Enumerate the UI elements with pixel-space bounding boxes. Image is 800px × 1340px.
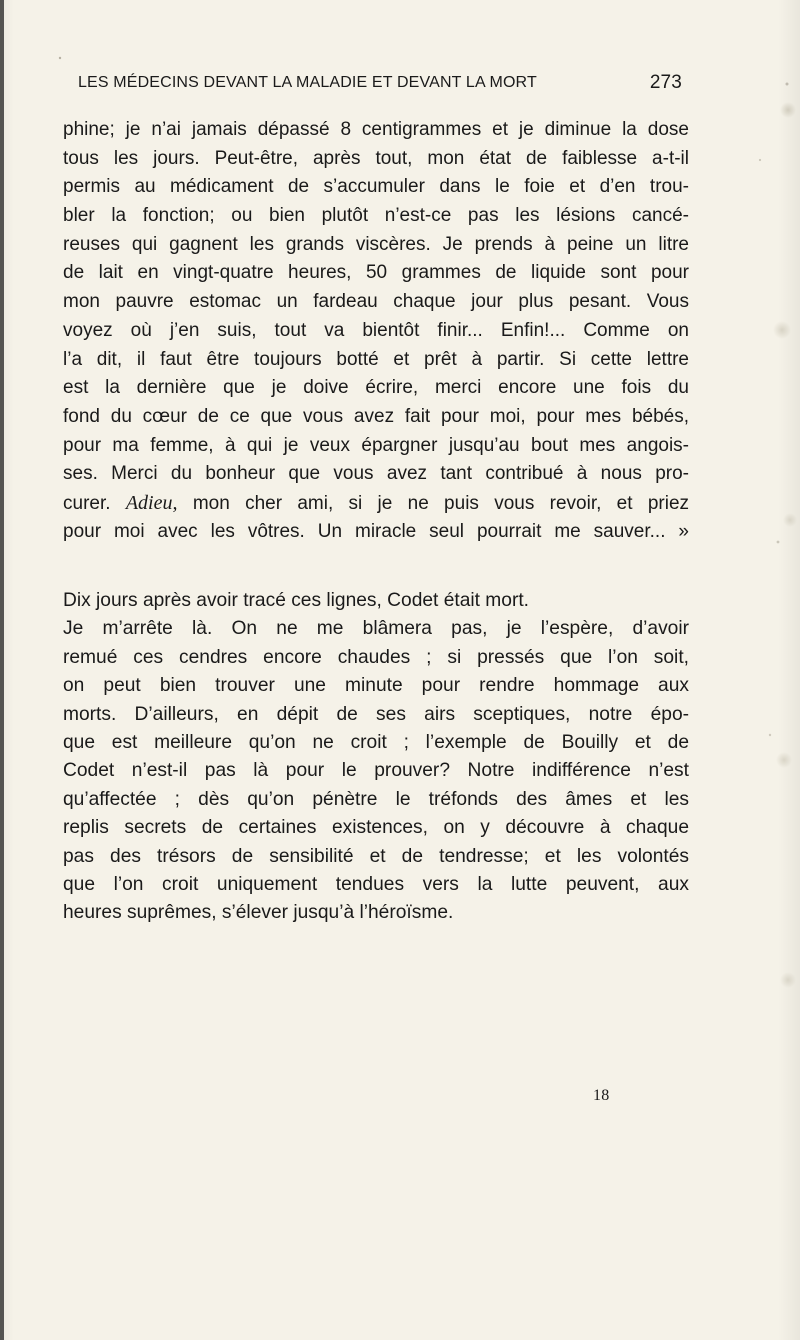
paper-stains: [770, 0, 800, 1340]
italic-word: Adieu,: [125, 491, 178, 514]
text-line: tous les jours. Peut-être, après tout, mon état de faiblesse a-t-il: [63, 147, 689, 169]
text-line: pas des trésors de sensibilité et de tendresse; et les volontés: [63, 845, 689, 867]
narrative-paragraph: [63, 587, 689, 928]
text-line: l’a dit, il faut être toujours botté et prêt à partir. Si cette lettre: [63, 348, 689, 370]
text-line: pour ma femme, à qui je veux épargner jusqu’au bout mes angois-: [63, 434, 689, 456]
text-line: que est meilleure qu’on ne croit ; l’exemple de Bouilly et de: [63, 731, 689, 753]
running-head: [78, 74, 682, 98]
text-line: voyez où j’en suis, tout va bientôt finir... Enfin!... Comme on: [63, 319, 689, 341]
speck: [769, 734, 771, 736]
text-line: qu’affectée ; dès qu’on pénètre le tréfonds des âmes et les: [63, 788, 689, 810]
text-line: fond du cœur de ce que vous avez fait pour moi, pour mes bébés,: [63, 405, 689, 427]
text-line: permis au médicament de s’accumuler dans le foie et d’en trou-: [63, 176, 689, 198]
text-line: Codet n’est-il pas là pour le prouver? Notre indifférence n’est: [63, 760, 689, 782]
text-line: bler la fonction; ou bien plutôt n’est-ce pas les lésions cancé-: [63, 205, 689, 227]
page-binding-edge: [0, 0, 4, 1340]
text-line: ses. Merci du bonheur que vous avez tant contribué à nous pro-: [63, 463, 689, 485]
letter-paragraph: [63, 116, 689, 546]
text-line: mon pauvre estomac un fardeau chaque jour plus pesant. Vous: [63, 291, 689, 313]
text-line: phine; je n’ai jamais dépassé 8 centigrammes et je diminue la dose: [63, 119, 689, 140]
text-line: pour moi avec les vôtres. Un miracle seul pourrait me sauver... »: [63, 520, 689, 542]
text-line: de lait en vingt-quatre heures, 50 grammes de liquide sont pour: [63, 262, 689, 284]
text-line-with-italic: [63, 489, 689, 518]
text-line: remué ces cendres encore chaudes ; si pressés que l’on soit,: [63, 646, 689, 668]
text-line: Je m’arrête là. On ne me blâmera pas, je l’espère, d’avoir: [63, 618, 689, 640]
speck: [759, 159, 761, 161]
signature-mark: 18: [593, 1087, 610, 1104]
text-line: morts. D’ailleurs, en dépit de ses airs sceptiques, notre épo-: [63, 703, 689, 725]
text-line: est la dernière que je doive écrire, merci encore une fois du: [63, 377, 689, 399]
running-title: LES MÉDECINS DEVANT LA MALADIE ET DEVANT LA MORT: [78, 74, 537, 91]
page-number: 273: [649, 72, 682, 93]
text-line: que l’on croit uniquement tendues vers la lutte peuvent, aux: [63, 873, 689, 895]
text-line: Dix jours après avoir tracé ces lignes, Codet était mort.: [63, 590, 530, 611]
speck: [59, 57, 61, 59]
speck: [777, 541, 780, 544]
text-line: on peut bien trouver une minute pour rendre hommage aux: [63, 675, 689, 697]
text-run: curer.: [63, 492, 111, 514]
text-line: replis secrets de certaines existences, on y découvre à chaque: [63, 817, 689, 839]
text-line: heures suprêmes, s’élever jusqu’à l’héroïsme.: [63, 902, 454, 924]
text-line: reuses qui gagnent les grands viscères. Je prends à peine un litre: [63, 233, 689, 255]
text-run: mon cher ami, si je ne puis vous revoir, et priez: [192, 492, 690, 514]
speck: [786, 83, 789, 86]
